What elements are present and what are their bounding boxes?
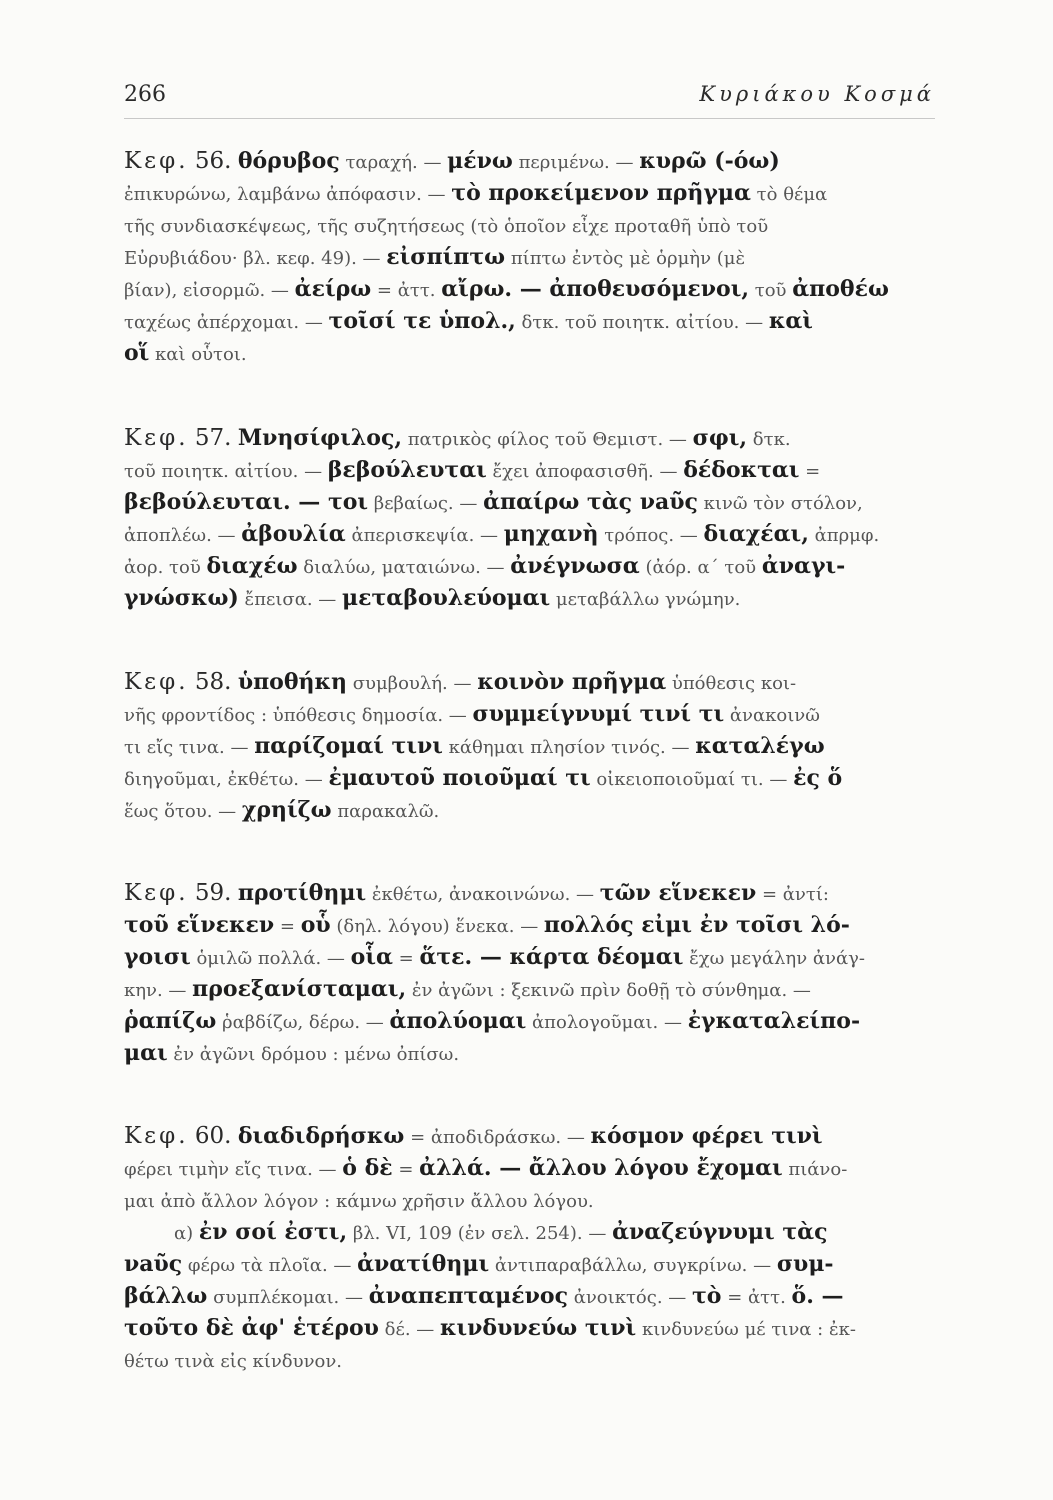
- text-line: [124, 909, 964, 941]
- gloss: ὁμιλῶ πολλά. —: [190, 948, 351, 969]
- gloss: βλ. VI, 109 (ἐν σελ. 254). —: [347, 1223, 613, 1244]
- text-line: [124, 1184, 964, 1216]
- gloss: φέρω τὰ πλοῖα. —: [182, 1255, 358, 1276]
- gloss: =: [274, 916, 301, 937]
- headword: τὸ: [692, 1283, 722, 1309]
- headword: χρηίζω: [241, 797, 332, 823]
- headword: γοισι: [124, 944, 191, 970]
- headword: ἐγκαταλείπο-: [687, 1008, 861, 1034]
- gloss: δτκ.: [747, 429, 791, 450]
- gloss: = ἀντί:: [756, 884, 829, 905]
- gloss: ῥαβδίζω, δέρω. —: [216, 1012, 390, 1033]
- headword: κόσμον φέρει τινὶ: [590, 1123, 823, 1149]
- gloss: ἀνοικτός. —: [567, 1287, 692, 1308]
- text-line: [124, 877, 964, 909]
- gloss: (δηλ. λόγου) ἕνεκα. —: [330, 916, 544, 937]
- headword: τῶν εἵνεκεν: [599, 880, 757, 906]
- gloss: ἐν ἀγῶνι : ξεκινῶ πρὶν δοθῇ τὸ σύνθημα. —: [406, 980, 811, 1001]
- text-line: [124, 1216, 964, 1248]
- gloss: ἔπεισα. —: [238, 589, 343, 610]
- gloss: ἐκθέτω, ἀνακοινώνω. —: [366, 884, 600, 905]
- gloss: πατρικὸς φίλος τοῦ Θεμιστ. —: [402, 429, 693, 450]
- gloss: ἀνακοινῶ: [724, 705, 820, 726]
- chapter-number: 56.: [194, 148, 232, 174]
- headword: συμ-: [776, 1251, 834, 1277]
- gloss: = ἀποδιδράσκω. —: [404, 1127, 591, 1148]
- headword: ὅ. —: [791, 1283, 844, 1309]
- headword: ἀπολύομαι: [389, 1008, 527, 1034]
- headword: παρίζομαί τινι: [254, 733, 443, 759]
- chapter-number: 60.: [194, 1123, 232, 1149]
- gloss: κινῶ τὸν στόλον,: [697, 493, 863, 514]
- chapter-58: [124, 666, 964, 826]
- headword: ἀνέγνωσα: [510, 553, 640, 579]
- text-line: [124, 762, 964, 794]
- gloss: ὑπόθεσις κοι-: [666, 673, 797, 694]
- gloss: ἀποπλέω. —: [124, 525, 242, 546]
- chapter-label: Κεφ.: [124, 425, 189, 451]
- gloss: = ἀττ.: [371, 280, 442, 301]
- headword: ἀνατίθημι: [357, 1251, 490, 1277]
- headword: θόρυβος: [237, 148, 340, 174]
- text-line: [124, 1312, 964, 1344]
- headword: ἀείρω: [294, 276, 372, 302]
- gloss: τῆς συνδιασκέψεως, τῆς συζητήσεως (τὸ ὁποῖον εἶχε προταθῆ ὑπὸ τοῦ: [124, 216, 769, 237]
- gloss: τὸ θέμα: [750, 184, 828, 205]
- gloss: ταραχή. —: [339, 152, 448, 173]
- headword: ἐς ὅ: [793, 765, 843, 791]
- text-line: [124, 666, 964, 698]
- text-line: [124, 305, 964, 337]
- headword: μεταβουλεύομαι: [342, 585, 551, 611]
- headword: ἐν σοί ἐστι,: [198, 1219, 348, 1245]
- text-line: [124, 1280, 964, 1312]
- headword: οἵ: [124, 340, 150, 366]
- headword: ἀναζεύγνυμι τὰς: [612, 1219, 828, 1245]
- gloss: φέρει τιμὴν εἴς τινα. —: [124, 1159, 343, 1180]
- text-line: [124, 973, 964, 1005]
- headword: γνώσκω): [124, 585, 239, 611]
- running-title: Κυριάκου Κοσμά: [699, 82, 935, 106]
- headword: τοῦ εἵνεκεν: [124, 912, 275, 938]
- text-line: [124, 177, 964, 209]
- headword: βάλλω: [124, 1283, 208, 1309]
- gloss: βεβαίως. —: [368, 493, 484, 514]
- headword: μηχανὴ: [503, 521, 599, 547]
- gloss: τοῦ ποιητκ. αἰτίου. —: [124, 461, 328, 482]
- chapter-59: [124, 877, 964, 1069]
- gloss: ἔχω μεγάλην ἀνάγ-: [683, 948, 865, 969]
- headword: ῥαπίζω: [124, 1008, 217, 1034]
- headword: ἀλλά. — ἄλλου λόγου ἔχομαι: [419, 1155, 783, 1181]
- headword: προεξανίσταμαι,: [192, 976, 407, 1002]
- headword: ἀπαίρω τὰς νaῦς: [483, 489, 698, 515]
- gloss: τρόπος. —: [598, 525, 704, 546]
- text-line: [124, 145, 964, 177]
- chapter-label: Κεφ.: [124, 669, 189, 695]
- text-line: [124, 1005, 964, 1037]
- gloss: ἀπερισκεψία. —: [345, 525, 504, 546]
- headword: αἴρω. — ἀποθευσόμενοι,: [441, 276, 750, 302]
- headword: ἀναπεπταμένος: [368, 1283, 568, 1309]
- chapter-label: Κεφ.: [124, 1123, 189, 1149]
- headword: ἀποθέω: [792, 276, 889, 302]
- gloss: βίαν), εἰσορμῶ. —: [124, 280, 295, 301]
- headword: διαχέαι,: [703, 521, 809, 547]
- chapter-56: [124, 145, 964, 369]
- gloss: ἀπολογοῦμαι. —: [526, 1012, 688, 1033]
- headword: δέδοκται: [683, 457, 800, 483]
- text-line: [124, 794, 964, 826]
- text-line: [124, 241, 964, 273]
- chapter-number: 57.: [194, 425, 232, 451]
- gloss: τι εἴς τινα. —: [124, 737, 255, 758]
- gloss: θέτω τινὰ εἰς κίνδυνον.: [124, 1351, 343, 1372]
- gloss: πίπτω ἐντὸς μὲ ὁρμὴν (μὲ: [505, 248, 746, 269]
- gloss: κάθημαι πλησίον τινός. —: [442, 737, 696, 758]
- text-line: [124, 454, 964, 486]
- gloss: = ἀττ.: [721, 1287, 792, 1308]
- gloss: (ἀόρ. α΄ τοῦ: [639, 557, 762, 578]
- chapter-label: Κεφ.: [124, 148, 189, 174]
- gloss: δτκ. τοῦ ποιητκ. αἰτίου. —: [515, 312, 769, 333]
- headword: τοῖσί τε ὑπολ.,: [328, 308, 516, 334]
- gloss: ἀντιπαραβάλλω, συγκρίνω. —: [489, 1255, 777, 1276]
- gloss: Εὐρυβιάδου· βλ. κεφ. 49). —: [124, 248, 387, 269]
- text-line: [124, 518, 964, 550]
- headword: ὁ δὲ: [342, 1155, 393, 1181]
- headword: Μνησίφιλος,: [237, 425, 402, 451]
- gloss: δέ. —: [378, 1319, 440, 1340]
- gloss: =: [392, 948, 420, 969]
- headword: οἷα: [350, 944, 393, 970]
- headword: διαχέω: [206, 553, 298, 579]
- gloss: ἕως ὅτου. —: [124, 801, 242, 822]
- gloss: μαι ἀπὸ ἄλλον λόγον : κάμνω χρῆσιν ἄλλου λόγου.: [124, 1191, 594, 1212]
- headword: ἅτε. — κάρτα δέομαι: [419, 944, 684, 970]
- headword: καὶ: [768, 308, 813, 334]
- headword: κυρῶ (-όω): [639, 148, 780, 174]
- headword: μαι: [124, 1040, 168, 1066]
- chapter-60: [124, 1120, 964, 1376]
- text-line: [124, 209, 964, 241]
- headword: βεβούλευται: [327, 457, 487, 483]
- headword: βεβούλευται. — τοι: [124, 489, 369, 515]
- gloss: οἰκειοποιοῦμαί τι. —: [590, 769, 794, 790]
- chapter-number: 58.: [194, 669, 232, 695]
- headword: διαδιδρήσκω: [237, 1123, 405, 1149]
- gloss: =: [799, 461, 821, 482]
- gloss: κην. —: [124, 980, 193, 1001]
- headword: καταλέγω: [695, 733, 825, 759]
- header-rule: [124, 118, 935, 119]
- gloss: τοῦ: [749, 280, 793, 301]
- gloss: =: [392, 1159, 420, 1180]
- chapter-57: [124, 422, 964, 614]
- gloss: πιάνο-: [782, 1159, 848, 1180]
- text-line: [124, 730, 964, 762]
- page-number: 266: [124, 82, 166, 107]
- headword: ὑποθήκη: [237, 669, 348, 695]
- headword: προτίθημι: [237, 880, 367, 906]
- gloss: περιμένω. —: [512, 152, 640, 173]
- chapter-number: 59.: [194, 880, 232, 906]
- gloss: ταχέως ἀπέρχομαι. —: [124, 312, 329, 333]
- headword: μένω: [447, 148, 513, 174]
- headword: ἐμαυτοῦ ποιοῦμαί τι: [328, 765, 591, 791]
- text-line: [124, 1037, 964, 1069]
- chapter-label: Κεφ.: [124, 880, 189, 906]
- text-line: [124, 486, 964, 518]
- headword: τοῦτο δὲ ἀφ' ἑτέρου: [124, 1315, 379, 1341]
- headword: ἀβουλία: [241, 521, 346, 547]
- gloss: ἐν ἀγῶνι δρόμου : μένω ὀπίσω.: [167, 1044, 460, 1065]
- text-line: [124, 698, 964, 730]
- gloss: ἀορ. τοῦ: [124, 557, 207, 578]
- gloss: α): [174, 1223, 199, 1244]
- gloss: νῆς φροντίδος : ὑπόθεσις δημοσία. —: [124, 705, 473, 726]
- text-line: [124, 1120, 964, 1152]
- headword: τὸ προκείμενον πρῆγμα: [451, 180, 751, 206]
- gloss: ἐπικυρώνω, λαμβάνω ἀπόφασιν. —: [124, 184, 452, 205]
- gloss: παρακαλῶ.: [331, 801, 440, 822]
- gloss: συμπλέκομαι. —: [207, 1287, 369, 1308]
- text-line: [124, 582, 964, 614]
- headword: εἰσπίπτω: [386, 244, 506, 270]
- gloss: ἀπρμφ.: [808, 525, 880, 546]
- page-header: [124, 82, 935, 116]
- gloss: διηγοῦμαι, ἐκθέτω. —: [124, 769, 329, 790]
- text-line: [124, 1248, 964, 1280]
- text-line: [124, 1152, 964, 1184]
- text-line: [124, 1344, 964, 1376]
- gloss: συμβουλή. —: [347, 673, 478, 694]
- gloss: μεταβάλλω γνώμην.: [550, 589, 741, 610]
- text-line: [124, 941, 964, 973]
- gloss: ἔχει ἀποφασισθῆ. —: [486, 461, 684, 482]
- headword: σφι,: [692, 425, 748, 451]
- headword: συμμείγνυμί τινί τι: [472, 701, 725, 727]
- gloss: διαλύω, ματαιώνω. —: [297, 557, 511, 578]
- headword: κοινὸν πρῆγμα: [477, 669, 667, 695]
- headword: νaῦς: [124, 1251, 183, 1277]
- headword: ἀναγι-: [761, 553, 846, 579]
- headword: κινδυνεύω τινὶ: [440, 1315, 637, 1341]
- text-line: [124, 273, 964, 305]
- headword: πολλός εἰμι ἐν τοῖσι λό-: [543, 912, 850, 938]
- headword: οὗ: [300, 912, 331, 938]
- text-line: [124, 337, 964, 369]
- gloss: κινδυνεύω μέ τινα : ἐκ-: [636, 1319, 856, 1340]
- gloss: καὶ οὗτοι.: [149, 344, 247, 365]
- text-line: [124, 422, 964, 454]
- text-line: [124, 550, 964, 582]
